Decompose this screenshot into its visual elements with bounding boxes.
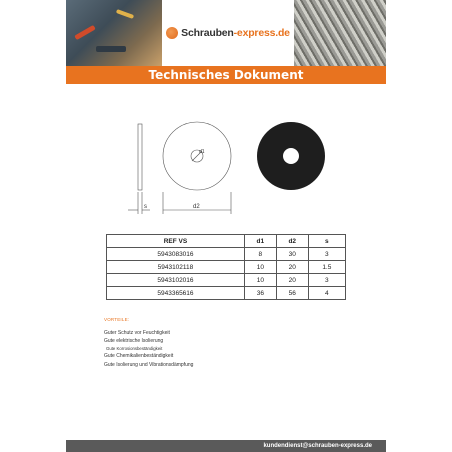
table-row	[107, 248, 346, 261]
technical-drawing	[66, 110, 386, 220]
col-d2: d2	[276, 235, 308, 248]
feature-item: Gute Isolierung und Vibrationsdämpfung	[104, 361, 194, 368]
document-page	[66, 0, 386, 452]
col-s: s	[308, 235, 345, 248]
cell-d1: 10	[244, 261, 276, 274]
cell-d2: 30	[276, 248, 308, 261]
cell-d2: 56	[276, 287, 308, 300]
logo-brand: Schrauben	[181, 27, 234, 39]
feature-item: Guter Schutz vor Feuchtigkeit	[104, 329, 170, 336]
cell-s: 3	[308, 274, 345, 287]
table-row	[107, 261, 346, 274]
dimension-d2-label: d2	[193, 204, 200, 210]
brand-logo[interactable]	[162, 0, 294, 66]
cell-d1: 8	[244, 248, 276, 261]
feature-item: Gute Korrosionsbeständigkeit	[106, 345, 163, 351]
cell-ref: 5943102016	[107, 274, 245, 287]
washer-render	[257, 122, 325, 190]
cell-d2: 20	[276, 274, 308, 287]
table-header-row	[107, 235, 346, 248]
cell-d2: 20	[276, 261, 308, 274]
header-banner	[66, 0, 386, 66]
logo-mark-icon	[166, 27, 178, 39]
document-title: Technisches Dokument	[148, 68, 304, 82]
cell-s: 3	[308, 248, 345, 261]
col-d1: d1	[244, 235, 276, 248]
col-ref: REF VS	[107, 235, 245, 248]
logo-accent: -express.de	[233, 27, 290, 39]
cell-d1: 36	[244, 287, 276, 300]
side-view	[128, 124, 150, 214]
feature-item: Gute elektrische Isolierung	[104, 337, 164, 344]
table-row	[107, 274, 346, 287]
features-heading: VORTEILE:	[104, 317, 130, 322]
cell-ref: 5943102118	[107, 261, 245, 274]
cell-s: 4	[308, 287, 345, 300]
header-photo-screws	[294, 0, 386, 66]
front-view	[163, 122, 231, 214]
features-section	[104, 318, 344, 371]
header-photo-tools	[66, 0, 162, 66]
dimension-s-label: s	[144, 204, 147, 210]
cell-s: 1.5	[308, 261, 345, 274]
footer-email-link[interactable]: kundendienst@schrauben-express.de	[263, 443, 372, 449]
footer-bar	[66, 440, 386, 452]
cell-ref: 5943083016	[107, 248, 245, 261]
dimension-d1-label: d1	[199, 149, 205, 155]
cell-d1: 10	[244, 274, 276, 287]
feature-item: Gute Chemikalienbeständigkeit	[104, 353, 174, 360]
title-bar	[66, 66, 386, 84]
spec-table	[106, 234, 346, 300]
table-row	[107, 287, 346, 300]
cell-ref: 5943365616	[107, 287, 245, 300]
